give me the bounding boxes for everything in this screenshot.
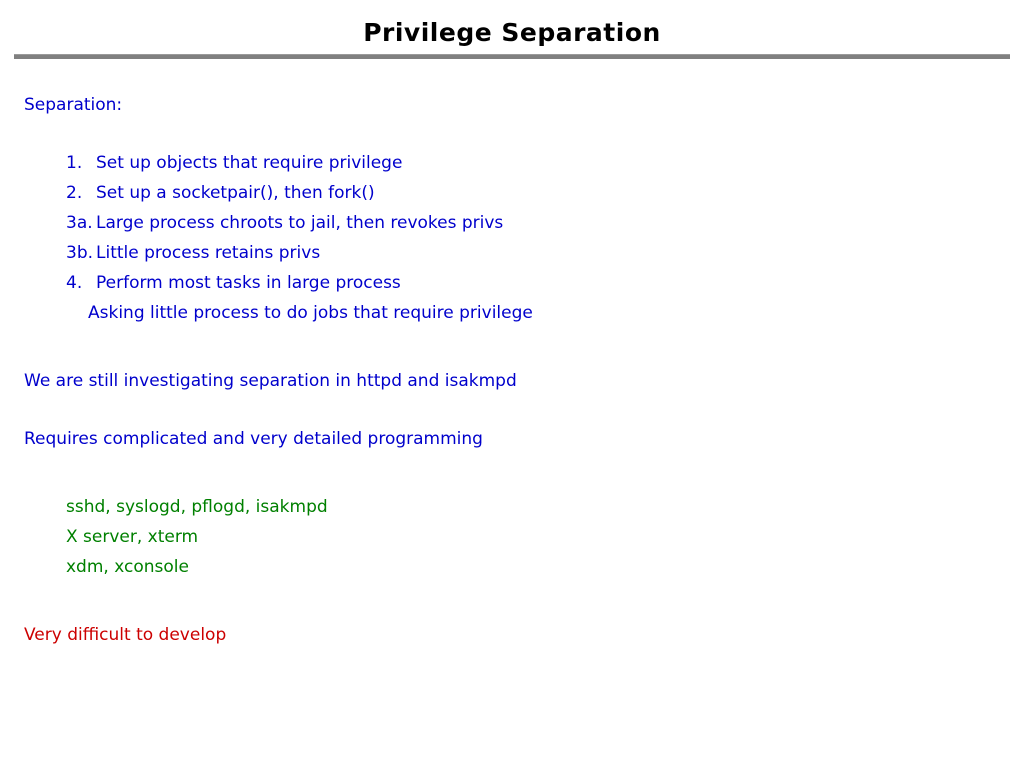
paragraph-requires: Requires complicated and very detailed programming	[24, 429, 483, 449]
list-item-label: Little process retains privs	[96, 243, 321, 263]
list-item	[24, 208, 1000, 238]
list-item	[24, 148, 1000, 178]
list-item-label: Set up a socketpair(), then fork()	[96, 183, 375, 203]
list-item-label: Set up objects that require privilege	[96, 153, 403, 173]
spacer	[24, 328, 1000, 366]
list-item-label: Perform most tasks in large process	[96, 273, 401, 293]
list-item	[24, 238, 1000, 268]
spacer	[24, 582, 1000, 620]
spacer	[24, 454, 1000, 492]
example-item: xdm, xconsole	[66, 557, 189, 577]
paragraph-investigating: We are still investigating separation in httpd and isakmpd	[24, 371, 517, 391]
closing-statement: Very difficult to develop	[24, 625, 227, 645]
list-item-number: 4.	[66, 273, 83, 293]
list-item-number: 3a.	[66, 213, 93, 233]
list-item-note: Asking little process to do jobs that require privilege	[88, 303, 533, 323]
slide-body	[24, 90, 1000, 650]
list-item-label: Large process chroots to jail, then revokes privs	[96, 213, 504, 233]
list-item-number: 1.	[66, 153, 83, 173]
spacer	[24, 396, 1000, 424]
list-item	[24, 178, 1000, 208]
page-title: Privilege Separation	[363, 18, 661, 47]
spacer	[24, 120, 1000, 148]
example-item: sshd, syslogd, pflogd, isakmpd	[66, 497, 328, 517]
title-divider	[14, 54, 1010, 59]
list-item-number: 2.	[66, 183, 83, 203]
list-item	[24, 268, 1000, 298]
example-item: X server, xterm	[66, 527, 199, 547]
list-item-number: 3b.	[66, 243, 94, 263]
section-heading: Separation:	[24, 95, 123, 115]
